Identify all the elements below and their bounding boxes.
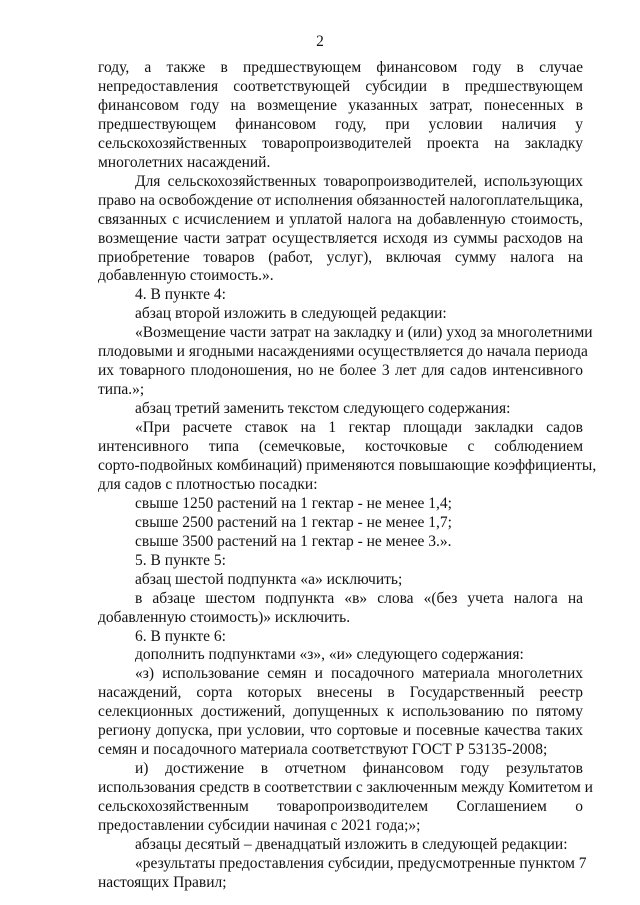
text-line: многолетних насаждений. [98, 154, 271, 171]
text-line: абзац шестой подпункта «а» исключить; [135, 571, 403, 588]
text-line: «з) использование семян и посадочного материала многолетних [135, 665, 583, 682]
text-line: абзац второй изложить в следующей редакции: [135, 305, 447, 322]
text-line: сельскохозяйственных товаропроизводителей проекта на закладку [98, 135, 583, 152]
text-line: типа.»; [98, 381, 145, 398]
text-line: сельскохозяйственным товаропроизводителем Соглашением о [98, 798, 583, 815]
text-line: насаждений, сорта которых внесены в Государственный реестр [98, 684, 583, 701]
page-number: 2 [316, 33, 324, 50]
text-line: приобретение товаров (работ, услуг), включая сумму налога на [98, 249, 583, 266]
text-line: и) достижение в отчетном финансовом году результатов [135, 760, 583, 777]
text-line: свыше 2500 растений на 1 гектар - не менее 1,7; [135, 514, 452, 531]
text-line: 5. В пункте 5: [135, 552, 226, 569]
text-line: непредоставления соответствующей субсидии в предшествующем [98, 78, 583, 95]
text-line: их товарного плодоношения, но не более 3 лет для садов интенсивного [98, 362, 583, 379]
text-line: 4. В пункте 4: [135, 286, 226, 303]
text-line: абзацы десятый – двенадцатый изложить в следующей редакции: [135, 836, 568, 853]
text-line: возмещение части затрат осуществляется исходя из суммы расходов на [98, 230, 583, 247]
text-line: дополнить подпунктами «з», «и» следующего содержания: [135, 646, 524, 663]
text-line: добавленную стоимость.». [98, 267, 274, 284]
text-line: «результаты предоставления субсидии, предусмотренные пунктом 7 [135, 855, 587, 872]
text-line: свыше 1250 растений на 1 гектар - не менее 1,4; [135, 495, 452, 512]
text-line: финансовом году на возмещение указанных затрат, понесенных в [98, 97, 583, 114]
text-line: селекционных достижений, допущенных к использованию по пятому [98, 703, 583, 720]
text-line: настоящих Правил; [98, 874, 227, 891]
text-line: добавленную стоимость)» исключить. [98, 609, 351, 626]
text-line: связанных с исчислением и уплатой налога на добавленную стоимость, [98, 211, 583, 228]
text-line: интенсивного типа (семечковые, косточковые с соблюдением [98, 438, 583, 455]
text-line: абзац третий заменить текстом следующего содержания: [135, 400, 511, 417]
text-line: предшествующем финансовом году, при условии наличия у [98, 116, 583, 133]
text-line: предоставлении субсидии начиная с 2021 года;»; [98, 817, 421, 834]
text-line: сорто-подвойных комбинаций) применяются повышающие коэффициенты, [98, 457, 597, 474]
text-line: плодовыми и ягодными насаждениями осуществляется до начала периода [98, 343, 588, 360]
text-line: в абзаце шестом подпункта «в» слова «(без учета налога на [135, 590, 583, 607]
text-line: Для сельскохозяйственных товаропроизводителей, использующих [135, 173, 583, 190]
text-line: году, а также в предшествующем финансовом году в случае [98, 59, 583, 76]
text-line: свыше 3500 растений на 1 гектар - не менее 3.». [135, 533, 452, 550]
text-line: право на освобождение от исполнения обязанностей налогоплательщика, [98, 192, 584, 209]
text-line: использования средств в соответствии с заключенным между Комитетом и [98, 779, 593, 796]
text-line: «Возмещение части затрат на закладку и (или) уход за многолетними [135, 324, 593, 341]
text-line: «При расчете ставок на 1 гектар площади закладки садов [135, 419, 583, 436]
text-line: региону допуска, при условии, что сортовые и посевные качества таких [98, 722, 583, 739]
text-line: семян и посадочного материала соответствуют ГОСТ Р 53135-2008; [98, 741, 548, 758]
text-line: 6. В пункте 6: [135, 628, 226, 645]
text-line: для садов с плотностью посадки: [98, 476, 318, 493]
